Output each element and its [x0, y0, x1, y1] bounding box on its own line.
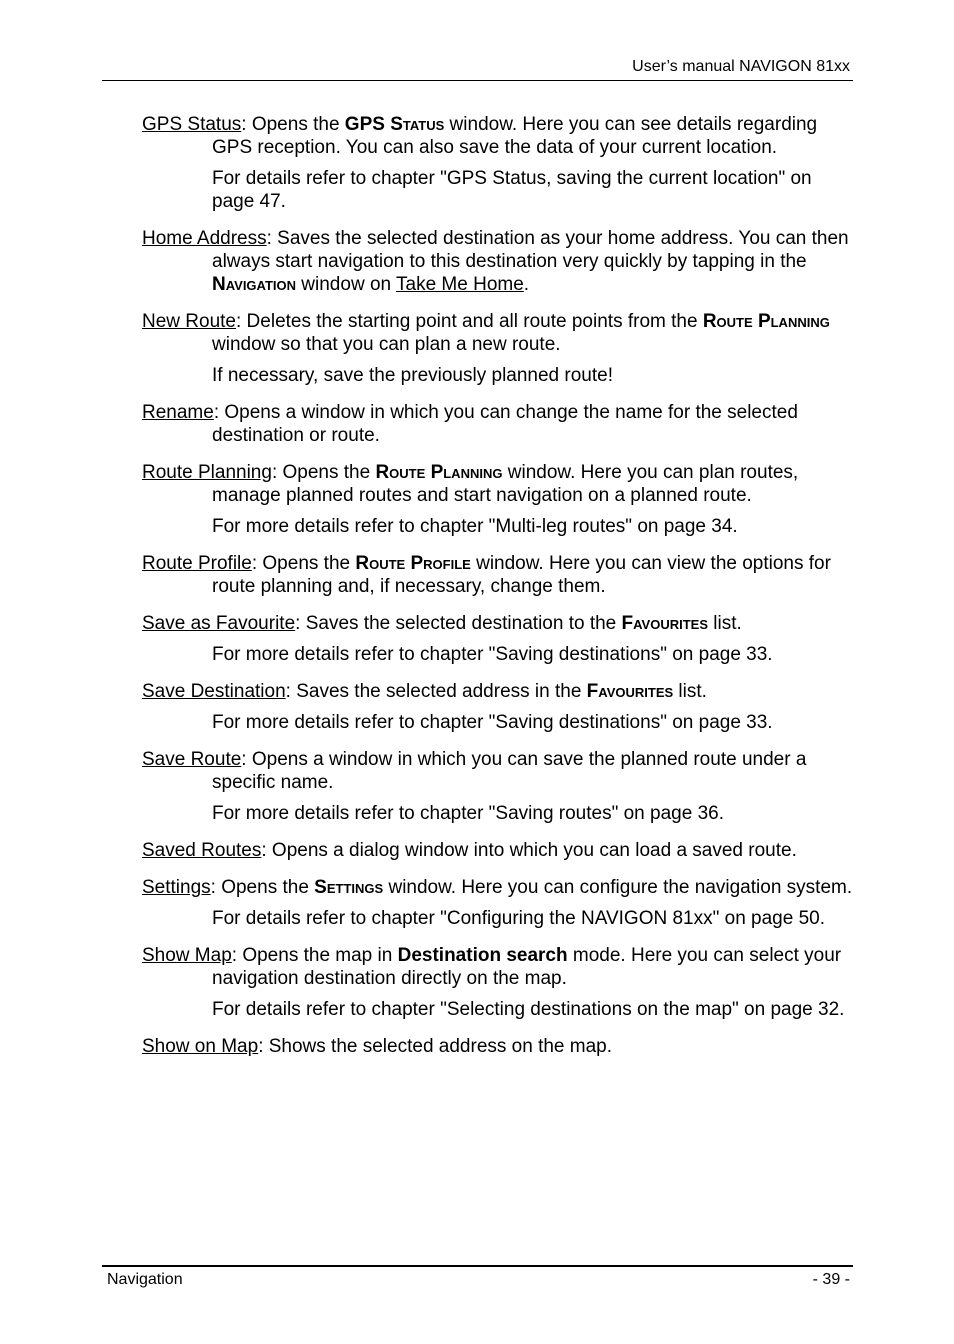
window-name: Route Planning [375, 462, 503, 483]
entry-note: For details refer to chapter "Configuring the NAVIGON 81xx" on page 50. [212, 908, 826, 929]
entry-save-route: Save Route: Opens a window in which you can save the planned route under a specific name. For more details refer to chapter "Saving routes" on page 36. [142, 748, 854, 825]
term-show-map: Show Map [142, 945, 232, 966]
footer-section: Navigation [107, 1271, 183, 1288]
header-rule [102, 80, 853, 81]
entry-saved-routes: Saved Routes: Opens a dialog window into which you can load a saved route. [142, 840, 797, 861]
entry-home-address: Home Address: Saves the selected destination as your home address. You can then always start navigation to this destination very quickly by tapping in the Navigation window on Take Me Home. [142, 228, 849, 295]
entry-new-route: New Route: Deletes the starting point and all route points from the Route Planning window so that you can plan a new route. If necessary, save the previously planned route! [142, 310, 854, 387]
term-new-route: New Route [142, 311, 236, 332]
entry-route-planning: Route Planning: Opens the Route Planning window. Here you can plan routes, manage planned routes and start navigation on a planned route. For more details refer to chapter "Multi-leg routes" on page 34. [142, 461, 854, 538]
entry-gps-status: GPS Status: Opens the GPS Status window. Here you can see details regarding GPS reception. You can also save the data of your current location. For details refer to chapter "GPS Status, saving the current location" on page 47. [142, 113, 854, 213]
term-saved-routes: Saved Routes [142, 840, 262, 861]
window-name: Favourites [586, 681, 674, 702]
entry-note: For details refer to chapter "Selecting destinations on the map" on page 32. [212, 999, 845, 1020]
entry-settings: Settings: Opens the Settings window. Here you can configure the navigation system. For details refer to chapter "Configuring the NAVIGON 81xx" on page 50. [142, 877, 853, 929]
term-take-me-home: Take Me Home [396, 274, 524, 295]
entry-save-as-favourite: Save as Favourite: Saves the selected destination to the Favourites list. For more details refer to chapter "Saving destinations" on page 33. [142, 612, 854, 666]
entry-rename: Rename: Opens a window in which you can change the name for the selected destination or route. [142, 402, 798, 446]
term-gps-status: GPS Status [142, 114, 242, 135]
term-save-as-favourite: Save as Favourite [142, 613, 296, 634]
mode-name: Destination search [397, 945, 568, 966]
term-settings: Settings [142, 877, 211, 898]
term-save-route: Save Route [142, 749, 242, 770]
term-route-planning: Route Planning [142, 462, 272, 483]
page-number: - 39 - [812, 1271, 850, 1288]
window-name: Route Planning [702, 311, 830, 332]
term-route-profile: Route Profile [142, 553, 252, 574]
window-name: Route Profile [355, 553, 471, 574]
entry-note: For more details refer to chapter "Saving destinations" on page 33. [212, 644, 773, 665]
entry-note: For more details refer to chapter "Saving routes" on page 36. [212, 803, 724, 824]
footer-rule [102, 1265, 853, 1267]
window-name: Navigation [212, 274, 297, 295]
window-name: Settings [314, 877, 384, 898]
window-name: Favourites [621, 613, 709, 634]
entry-note: If necessary, save the previously planned route! [212, 365, 613, 386]
term-rename: Rename [142, 402, 214, 423]
entry-show-map: Show Map: Opens the map in Destination search mode. Here you can select your navigation destination directly on the map. For details refer to chapter "Selecting destinations on the map" on page 32. [142, 944, 854, 1021]
entry-note: For more details refer to chapter "Saving destinations" on page 33. [212, 712, 773, 733]
window-name: GPS Status [344, 114, 445, 135]
entry-note: For more details refer to chapter "Multi-leg routes" on page 34. [212, 516, 738, 537]
term-save-destination: Save Destination [142, 681, 286, 702]
entry-show-on-map: Show on Map: Shows the selected address on the map. [142, 1036, 613, 1057]
entry-save-destination: Save Destination: Saves the selected address in the Favourites list. For more details refer to chapter "Saving destinations" on page 33. [142, 680, 854, 734]
entry-note: For details refer to chapter "GPS Status, saving the current location" on page 47. [212, 168, 812, 212]
entry-route-profile: Route Profile: Opens the Route Profile window. Here you can view the options for route planning and, if necessary, change them. [142, 553, 831, 597]
term-home-address: Home Address [142, 228, 267, 249]
definition-list [142, 113, 854, 1072]
running-header: User’s manual NAVIGON 81xx [632, 58, 850, 75]
term-show-on-map: Show on Map [142, 1036, 259, 1057]
